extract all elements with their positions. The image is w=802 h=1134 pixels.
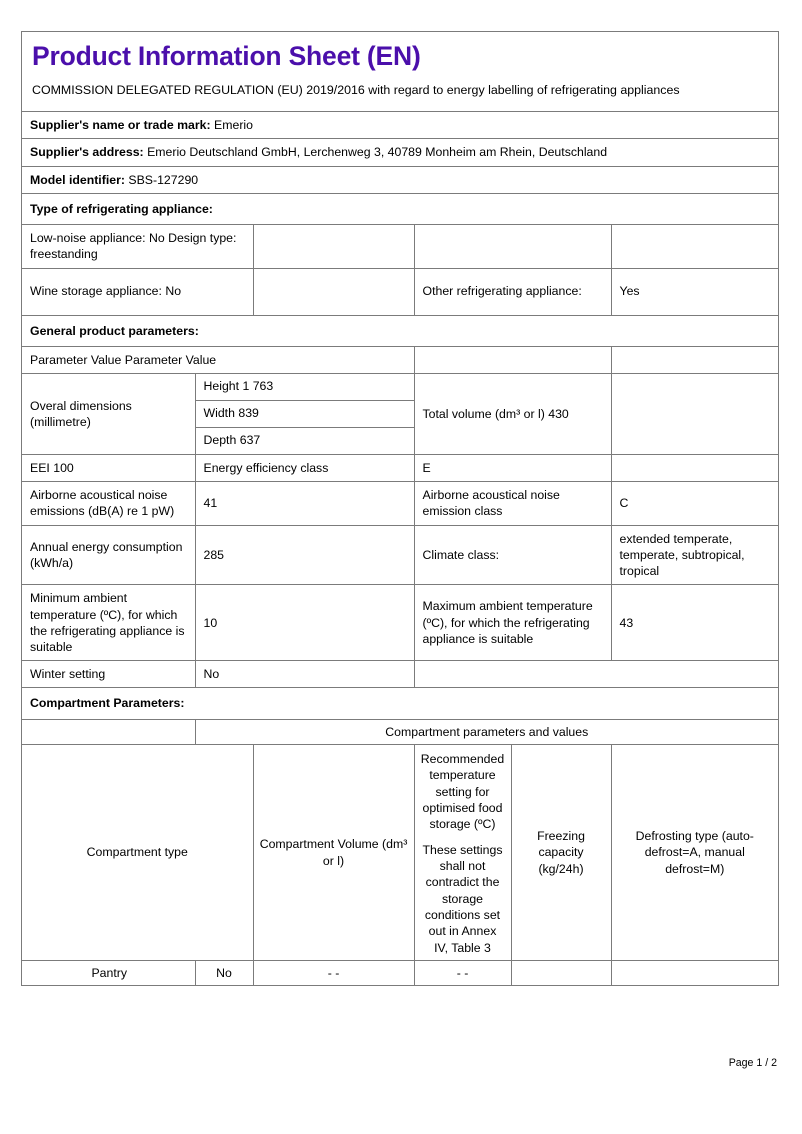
annual-energy-value: 285	[195, 525, 414, 585]
compartment-column-header-row	[22, 744, 778, 960]
low-noise-blank-3	[611, 225, 778, 268]
compartment-row-present: No	[195, 961, 253, 986]
wine-storage-blank	[253, 268, 414, 315]
winter-setting-blank	[414, 661, 778, 688]
max-ambient-temp-value: 43	[611, 585, 778, 661]
model-identifier-value: SBS-127290	[128, 172, 199, 187]
climate-class-label: Climate class:	[414, 525, 611, 585]
min-ambient-temp-value: 10	[195, 585, 414, 661]
model-identifier-cell	[22, 166, 778, 193]
compartment-parameters-heading-row	[22, 688, 778, 719]
noise-emissions-value: 41	[195, 482, 414, 525]
noise-row	[22, 482, 778, 525]
supplier-address-label: Supplier's address:	[30, 145, 144, 160]
wine-storage-label: Wine storage appliance: No	[22, 268, 253, 315]
supplier-name-value: Emerio	[214, 118, 253, 133]
model-identifier-row	[22, 166, 778, 193]
dimension-depth: Depth 637	[196, 427, 414, 454]
climate-class-value: extended temperate, temperate, subtropical, tropical	[611, 525, 778, 585]
compartment-parameters-heading: Compartment Parameters:	[22, 688, 778, 719]
compartment-group-header: Compartment parameters and values	[195, 720, 778, 745]
low-noise-design-cell: Low-noise appliance: No Design type: freestanding	[22, 225, 253, 268]
min-ambient-temp-label: Minimum ambient temperature (ºC), for which the refrigerating appliance is suitable	[22, 585, 195, 661]
dimension-width: Width 839	[196, 400, 414, 427]
main-table	[22, 32, 778, 985]
dimensions-subtable-cell	[195, 373, 414, 454]
compartment-row-defrosting	[611, 961, 778, 986]
total-volume-blank	[611, 373, 778, 454]
compartment-group-header-row	[22, 720, 778, 745]
table-row	[22, 961, 778, 986]
compartment-row-volume: - -	[253, 961, 414, 986]
winter-setting-label: Winter setting	[22, 661, 195, 688]
column-header-compartment-type: Compartment type	[22, 744, 253, 960]
recommended-temperature-part2: These settings shall not contradict the storage conditions set out in Annex IV, Table 3	[422, 842, 503, 955]
energy-efficiency-class-label: Energy efficiency class	[195, 454, 414, 481]
noise-class-value: C	[611, 482, 778, 525]
dimension-row-height	[196, 374, 414, 401]
low-noise-blank-1	[253, 225, 414, 268]
compartment-row-type: Pantry	[22, 961, 195, 986]
noise-class-label: Airborne acoustical noise emission class	[414, 482, 611, 525]
page-title: Product Information Sheet (EN)	[32, 41, 421, 71]
supplier-address-cell	[22, 139, 778, 166]
eei-value: EEI 100	[22, 454, 195, 481]
total-volume-cell: Total volume (dm³ or l) 430	[414, 373, 611, 454]
annual-energy-label: Annual energy consumption (kWh/a)	[22, 525, 195, 585]
column-header-recommended-temperature	[414, 744, 511, 960]
winter-setting-row	[22, 661, 778, 688]
dimension-height: Height 1 763	[196, 374, 414, 401]
appliance-type-heading: Type of refrigerating appliance:	[22, 193, 778, 224]
other-appliance-value: Yes	[611, 268, 778, 315]
compartment-row-recommended: - -	[414, 961, 511, 986]
supplier-name-row	[22, 112, 778, 139]
energy-efficiency-class-value: E	[414, 454, 611, 481]
low-noise-row	[22, 225, 778, 268]
parameter-value-header: Parameter Value Parameter Value	[22, 346, 414, 373]
recommended-temperature-part1: Recommended temperature setting for optimised food storage (ºC)	[420, 751, 505, 832]
ambient-temperature-row	[22, 585, 778, 661]
overall-dimensions-row	[22, 373, 778, 454]
winter-setting-value: No	[195, 661, 414, 688]
supplier-address-row	[22, 139, 778, 166]
dimension-row-depth	[196, 427, 414, 454]
eei-row	[22, 454, 778, 481]
column-header-compartment-volume: Compartment Volume (dm³ or l)	[253, 744, 414, 960]
annual-energy-row	[22, 525, 778, 585]
max-ambient-temp-label: Maximum ambient temperature (ºC), for which the refrigerating appliance is suitable	[414, 585, 611, 661]
parameter-value-header-row	[22, 346, 778, 373]
column-header-defrosting-type: Defrosting type (auto-defrost=A, manual defrost=M)	[611, 744, 778, 960]
compartment-table-cell	[22, 719, 778, 985]
wine-storage-row	[22, 268, 778, 315]
parameter-header-blank-1	[414, 346, 611, 373]
supplier-name-cell	[22, 112, 778, 139]
general-parameters-heading: General product parameters:	[22, 315, 778, 346]
compartment-table	[22, 720, 778, 986]
dimensions-subtable	[196, 374, 414, 454]
appliance-type-heading-row	[22, 193, 778, 224]
parameter-header-blank-2	[611, 346, 778, 373]
compartment-row-freezing	[511, 961, 611, 986]
regulation-text: COMMISSION DELEGATED REGULATION (EU) 2019/2016 with regard to energy labelling of refrigerating appliances	[32, 82, 680, 97]
page-footer	[21, 1057, 779, 1069]
product-information-sheet	[21, 31, 779, 986]
page-indicator: Page 1 / 2	[728, 1057, 777, 1069]
column-header-freezing-capacity: Freezing capacity (kg/24h)	[511, 744, 611, 960]
supplier-name-label: Supplier's name or trade mark:	[30, 118, 211, 133]
header-row	[22, 32, 778, 112]
general-parameters-heading-row	[22, 315, 778, 346]
model-identifier-label: Model identifier:	[30, 172, 125, 187]
compartment-table-row	[22, 719, 778, 985]
low-noise-blank-2	[414, 225, 611, 268]
dimension-row-width	[196, 400, 414, 427]
header-cell	[22, 32, 778, 112]
other-appliance-label: Other refrigerating appliance:	[414, 268, 611, 315]
compartment-group-blank	[22, 720, 195, 745]
noise-emissions-label: Airborne acoustical noise emissions (dB(A) re 1 pW)	[22, 482, 195, 525]
eei-blank	[611, 454, 778, 481]
supplier-address-value: Emerio Deutschland GmbH, Lerchenweg 3, 40789 Monheim am Rhein, Deutschland	[147, 145, 608, 160]
overall-dimensions-label: Overal dimensions (millimetre)	[22, 373, 195, 454]
